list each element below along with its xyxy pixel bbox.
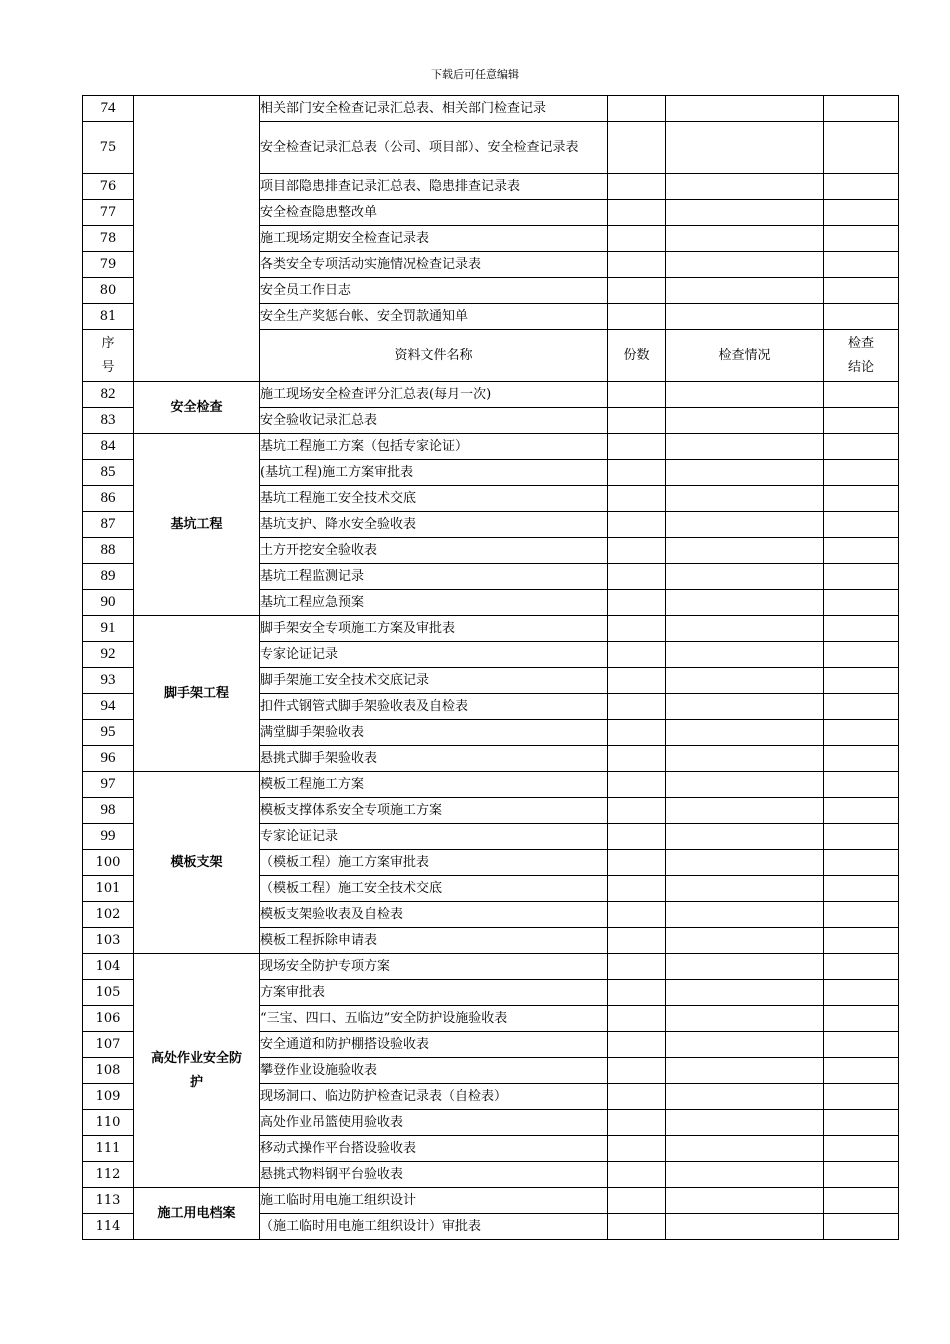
row-number: 106 [83,1006,134,1032]
check-status-cell [666,1006,824,1032]
check-status-cell [666,798,824,824]
check-conclusion-cell [824,928,899,954]
row-number: 92 [83,642,134,668]
document-name: 模板工程施工方案 [260,772,608,798]
check-conclusion-cell [824,226,899,252]
row-number: 112 [83,1162,134,1188]
row-number: 98 [83,798,134,824]
row-number: 89 [83,564,134,590]
copies-cell [608,382,666,408]
copies-cell [608,772,666,798]
table-row [83,434,899,460]
document-name: 现场安全防护专项方案 [260,954,608,980]
check-status-cell [666,902,824,928]
row-number: 77 [83,200,134,226]
document-name: “三宝、四口、五临边”安全防护设施验收表 [260,1006,608,1032]
check-conclusion-cell [824,1136,899,1162]
copies-cell [608,96,666,122]
document-name: 土方开挖安全验收表 [260,538,608,564]
check-status-cell [666,1084,824,1110]
row-number: 105 [83,980,134,1006]
copies-cell [608,590,666,616]
document-name: 安全检查隐患整改单 [260,200,608,226]
check-conclusion-cell [824,512,899,538]
copies-cell [608,694,666,720]
copies-cell [608,174,666,200]
check-conclusion-cell [824,746,899,772]
document-name: 安全检查记录汇总表（公司、项目部）、安全检查记录表 [260,122,608,174]
row-number: 83 [83,408,134,434]
check-status-cell [666,382,824,408]
copies-cell [608,512,666,538]
row-number: 76 [83,174,134,200]
row-number: 103 [83,928,134,954]
document-name: 施工现场定期安全检查记录表 [260,226,608,252]
copies-cell [608,1084,666,1110]
check-status-cell [666,1214,824,1240]
check-conclusion-cell [824,798,899,824]
category-cell: 高处作业安全防护 [134,954,260,1188]
check-status-cell [666,278,824,304]
document-name: 满堂脚手架验收表 [260,720,608,746]
row-number: 108 [83,1058,134,1084]
header-check-status: 检查情况 [666,330,824,382]
check-status-cell [666,642,824,668]
document-name: 模板支撑体系安全专项施工方案 [260,798,608,824]
check-status-cell [666,616,824,642]
check-status-cell [666,174,824,200]
check-conclusion-cell [824,1162,899,1188]
category-cell: 模板支架 [134,772,260,954]
copies-cell [608,122,666,174]
check-conclusion-cell [824,1110,899,1136]
check-status-cell [666,1058,824,1084]
check-status-cell [666,538,824,564]
copies-cell [608,304,666,330]
copies-cell [608,616,666,642]
check-conclusion-cell [824,850,899,876]
document-name: （施工临时用电施工组织设计）审批表 [260,1214,608,1240]
row-number: 111 [83,1136,134,1162]
copies-cell [608,538,666,564]
document-name: 悬挑式物料钢平台验收表 [260,1162,608,1188]
check-status-cell [666,928,824,954]
check-conclusion-cell [824,954,899,980]
header-copies: 份数 [608,330,666,382]
row-number: 97 [83,772,134,798]
document-name: 专家论证记录 [260,824,608,850]
document-name: （模板工程）施工方案审批表 [260,850,608,876]
check-conclusion-cell [824,278,899,304]
document-name: (基坑工程)施工方案审批表 [260,460,608,486]
category-cell: 脚手架工程 [134,616,260,772]
check-conclusion-cell [824,642,899,668]
row-number: 110 [83,1110,134,1136]
document-name: 移动式操作平台搭设验收表 [260,1136,608,1162]
row-number: 104 [83,954,134,980]
document-name: （模板工程）施工安全技术交底 [260,876,608,902]
row-number: 113 [83,1188,134,1214]
table-row [83,616,899,642]
copies-cell [608,460,666,486]
document-name: 安全通道和防护棚搭设验收表 [260,1032,608,1058]
check-conclusion-cell [824,772,899,798]
document-name: 模板工程拆除申请表 [260,928,608,954]
document-name: 安全生产奖惩台帐、安全罚款通知单 [260,304,608,330]
copies-cell [608,642,666,668]
document-name: 基坑支护、降水安全验收表 [260,512,608,538]
copies-cell [608,1032,666,1058]
row-number: 91 [83,616,134,642]
check-conclusion-cell [824,96,899,122]
document-name: 高处作业吊篮使用验收表 [260,1110,608,1136]
copies-cell [608,1110,666,1136]
check-conclusion-cell [824,382,899,408]
row-number: 102 [83,902,134,928]
document-name: 专家论证记录 [260,642,608,668]
document-name: 施工现场安全检查评分汇总表(每月一次) [260,382,608,408]
check-status-cell [666,434,824,460]
document-name: 项目部隐患排查记录汇总表、隐患排查记录表 [260,174,608,200]
copies-cell [608,928,666,954]
row-number: 100 [83,850,134,876]
check-conclusion-cell [824,564,899,590]
document-name: 基坑工程应急预案 [260,590,608,616]
check-status-cell [666,590,824,616]
check-status-cell [666,122,824,174]
copies-cell [608,1188,666,1214]
check-status-cell [666,1188,824,1214]
check-conclusion-cell [824,460,899,486]
header-check-conclusion: 检查 结论 [824,330,899,382]
check-status-cell [666,96,824,122]
row-number: 79 [83,252,134,278]
document-name: 方案审批表 [260,980,608,1006]
table-row [83,954,899,980]
check-conclusion-cell [824,122,899,174]
row-number: 74 [83,96,134,122]
check-status-cell [666,512,824,538]
copies-cell [608,980,666,1006]
copies-cell [608,902,666,928]
check-status-cell [666,694,824,720]
copies-cell [608,564,666,590]
table-row [83,772,899,798]
document-name: 安全验收记录汇总表 [260,408,608,434]
row-number: 114 [83,1214,134,1240]
row-number: 109 [83,1084,134,1110]
copies-cell [608,850,666,876]
check-status-cell [666,720,824,746]
copies-cell [608,720,666,746]
document-name: 基坑工程施工方案（包括专家论证） [260,434,608,460]
check-conclusion-cell [824,902,899,928]
document-name: 相关部门安全检查记录汇总表、相关部门检查记录 [260,96,608,122]
check-conclusion-cell [824,694,899,720]
document-name: 脚手架施工安全技术交底记录 [260,668,608,694]
document-name: 基坑工程施工安全技术交底 [260,486,608,512]
copies-cell [608,200,666,226]
check-status-cell [666,668,824,694]
check-conclusion-cell [824,1058,899,1084]
check-conclusion-cell [824,616,899,642]
page-header-note: 下载后可任意编辑 [431,68,519,81]
copies-cell [608,278,666,304]
check-conclusion-cell [824,434,899,460]
row-number: 85 [83,460,134,486]
header-seq: 序 号 [83,330,134,382]
row-number: 99 [83,824,134,850]
check-conclusion-cell [824,538,899,564]
row-number: 101 [83,876,134,902]
check-conclusion-cell [824,200,899,226]
check-conclusion-cell [824,408,899,434]
row-number: 86 [83,486,134,512]
table-row [83,1188,899,1214]
check-conclusion-cell [824,252,899,278]
row-number: 82 [83,382,134,408]
copies-cell [608,486,666,512]
check-conclusion-cell [824,590,899,616]
copies-cell [608,746,666,772]
check-status-cell [666,1136,824,1162]
copies-cell [608,434,666,460]
copies-cell [608,252,666,278]
check-conclusion-cell [824,174,899,200]
row-number: 81 [83,304,134,330]
copies-cell [608,876,666,902]
check-conclusion-cell [824,824,899,850]
document-name: 施工临时用电施工组织设计 [260,1188,608,1214]
category-cell-empty [134,96,260,382]
check-status-cell [666,1032,824,1058]
check-status-cell [666,1162,824,1188]
check-conclusion-cell [824,486,899,512]
document-name: 攀登作业设施验收表 [260,1058,608,1084]
document-name: 基坑工程监测记录 [260,564,608,590]
check-conclusion-cell [824,668,899,694]
row-number: 96 [83,746,134,772]
check-conclusion-cell [824,1032,899,1058]
row-number: 93 [83,668,134,694]
document-name: 现场洞口、临边防护检查记录表（自检表） [260,1084,608,1110]
row-number: 95 [83,720,134,746]
copies-cell [608,408,666,434]
check-conclusion-cell [824,876,899,902]
check-conclusion-cell [824,980,899,1006]
check-conclusion-cell [824,1188,899,1214]
document-name: 模板支架验收表及自检表 [260,902,608,928]
check-status-cell [666,850,824,876]
check-status-cell [666,252,824,278]
copies-cell [608,668,666,694]
check-conclusion-cell [824,1214,899,1240]
copies-cell [608,226,666,252]
row-number: 78 [83,226,134,252]
check-status-cell [666,564,824,590]
row-number: 94 [83,694,134,720]
check-status-cell [666,408,824,434]
check-status-cell [666,486,824,512]
row-number: 80 [83,278,134,304]
copies-cell [608,1006,666,1032]
category-cell: 施工用电档案 [134,1188,260,1240]
row-number: 84 [83,434,134,460]
row-number: 88 [83,538,134,564]
row-number: 87 [83,512,134,538]
copies-cell [608,1058,666,1084]
category-cell: 安全检查 [134,382,260,434]
copies-cell [608,798,666,824]
table-row [83,96,899,122]
row-number: 90 [83,590,134,616]
check-status-cell [666,954,824,980]
table-row [83,382,899,408]
copies-cell [608,1214,666,1240]
check-conclusion-cell [824,1084,899,1110]
check-status-cell [666,876,824,902]
document-name: 各类安全专项活动实施情况检查记录表 [260,252,608,278]
copies-cell [608,824,666,850]
check-conclusion-cell [824,1006,899,1032]
document-name: 脚手架安全专项施工方案及审批表 [260,616,608,642]
check-status-cell [666,980,824,1006]
check-status-cell [666,824,824,850]
check-status-cell [666,200,824,226]
copies-cell [608,1136,666,1162]
check-conclusion-cell [824,720,899,746]
copies-cell [608,1162,666,1188]
check-conclusion-cell [824,304,899,330]
row-number: 107 [83,1032,134,1058]
document-name: 悬挑式脚手架验收表 [260,746,608,772]
document-name: 扣件式钢管式脚手架验收表及自检表 [260,694,608,720]
row-number: 75 [83,122,134,174]
header-document-name: 资料文件名称 [260,330,608,382]
check-status-cell [666,460,824,486]
document-name: 安全员工作日志 [260,278,608,304]
check-status-cell [666,772,824,798]
copies-cell [608,954,666,980]
check-status-cell [666,304,824,330]
check-status-cell [666,746,824,772]
check-status-cell [666,1110,824,1136]
check-status-cell [666,226,824,252]
category-cell: 基坑工程 [134,434,260,616]
safety-documents-table [82,95,899,1240]
